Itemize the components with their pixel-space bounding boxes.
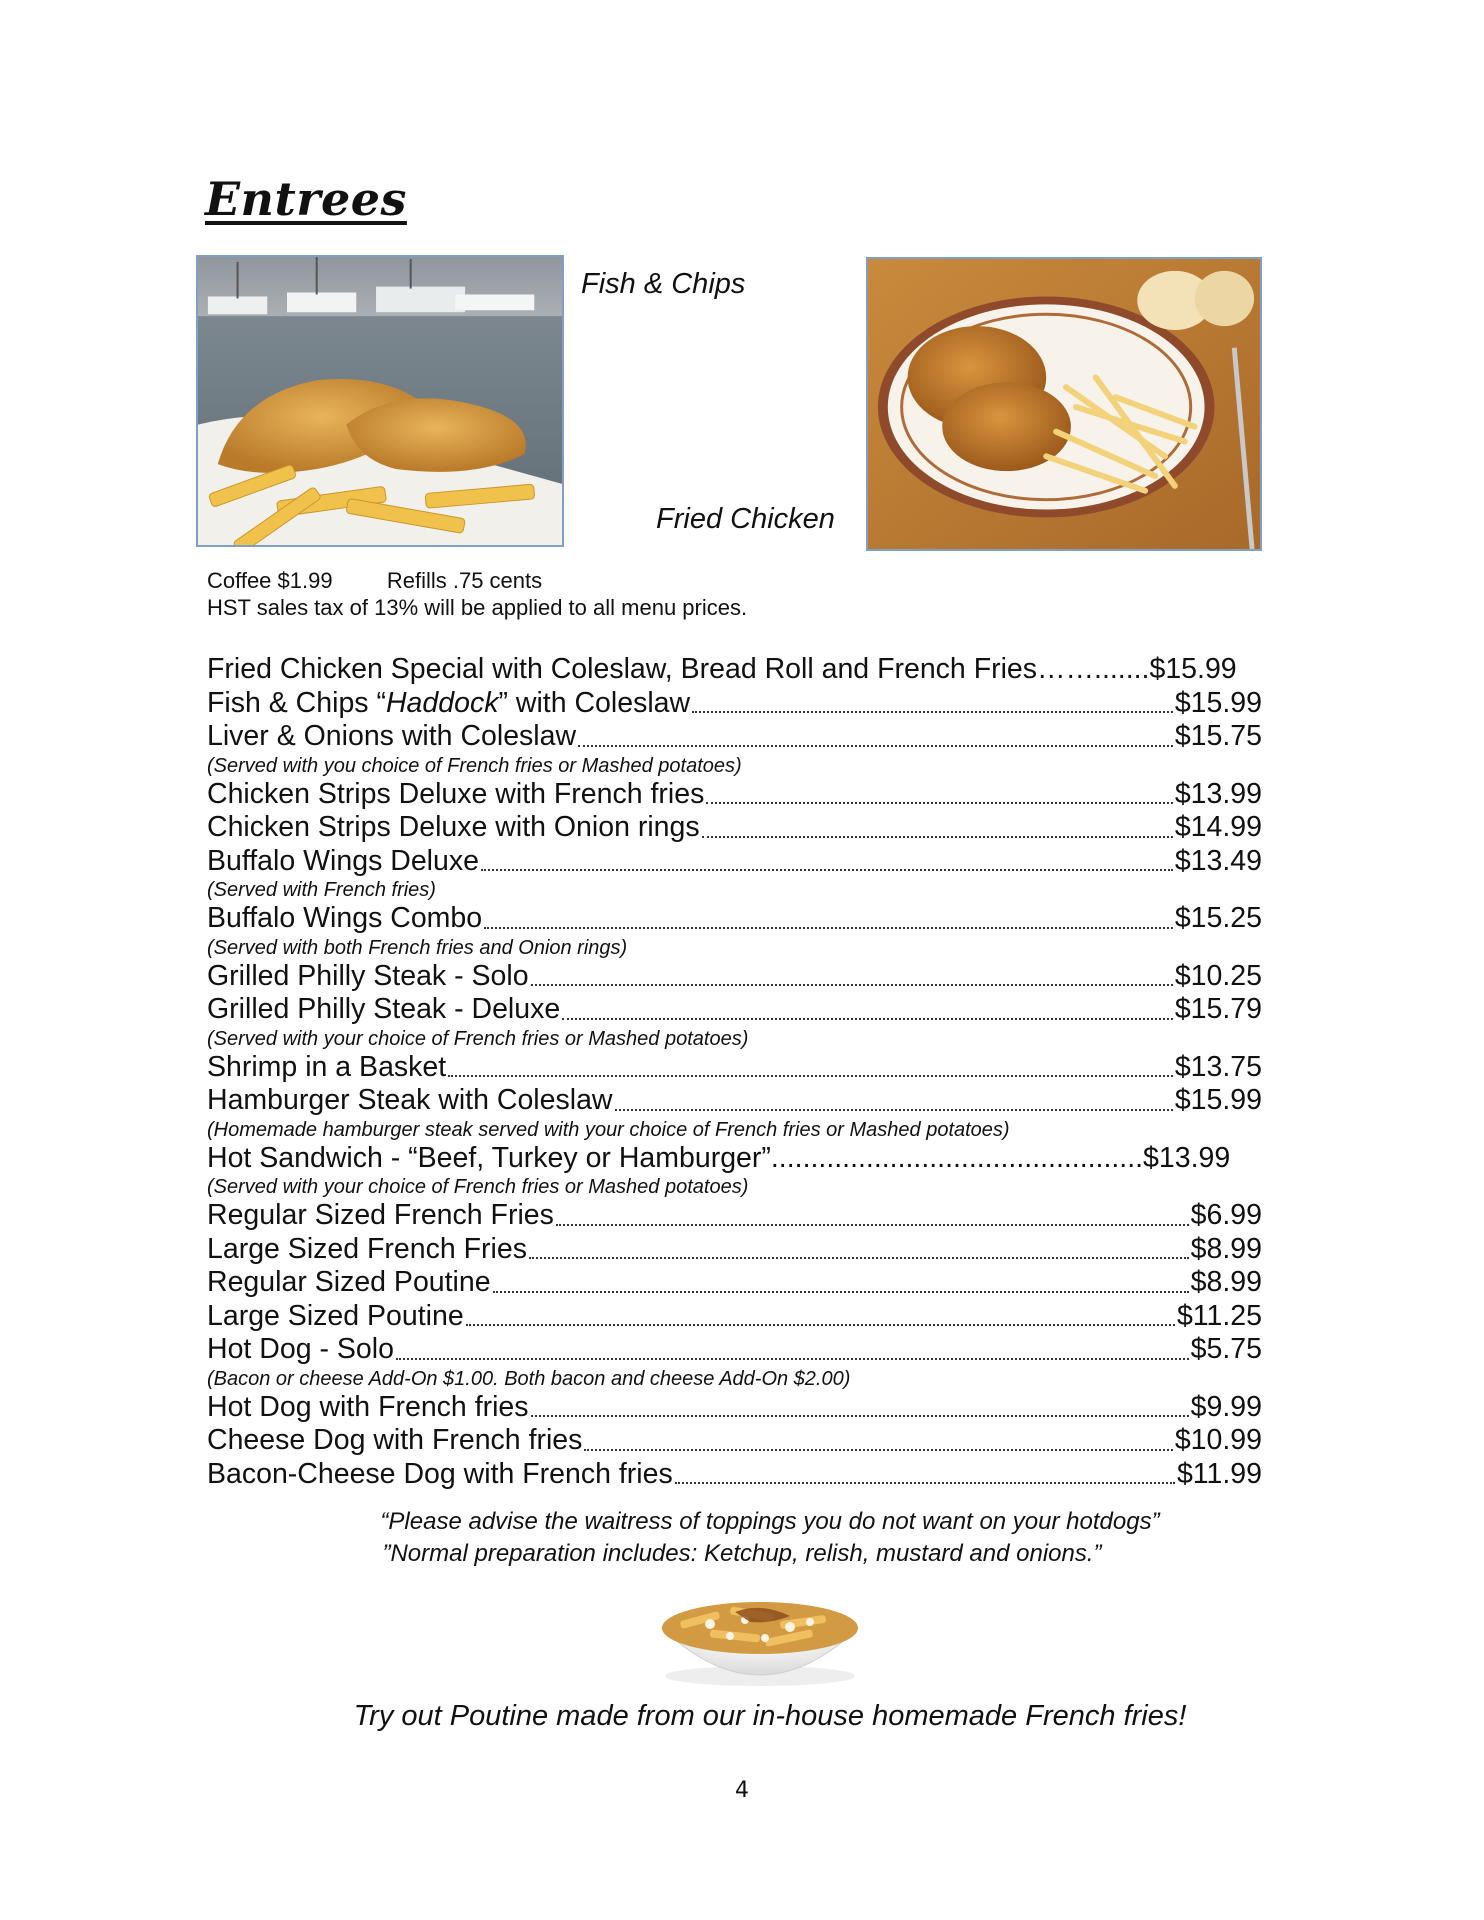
menu-item <box>207 1391 1262 1425</box>
menu-item-note: (Served with French fries) <box>207 879 436 901</box>
menu-item-price: $13.49 <box>1174 844 1262 877</box>
menu-item <box>207 811 1262 845</box>
menu-item <box>207 1333 1262 1367</box>
menu-item-name: Grilled Philly Steak - Solo <box>207 959 529 992</box>
menu-item-name: Large Sized Poutine <box>207 1299 464 1332</box>
menu-item-price: $13.75 <box>1174 1050 1262 1083</box>
menu-item-leader: ……....... <box>1037 653 1150 685</box>
menu-item-note: (Bacon or cheese Add-On $1.00. Both bacon and cheese Add-On $2.00) <box>207 1367 851 1390</box>
tax-note: HST sales tax of 13% will be applied to all menu prices. <box>207 595 748 620</box>
fried-chicken-caption: Fried Chicken <box>656 503 835 535</box>
menu-item-name: Fried Chicken Special with Coleslaw, Bread Roll and French Fries <box>207 653 1038 685</box>
menu-item <box>207 1142 1262 1176</box>
menu-item-price: $15.99 <box>1174 686 1262 719</box>
dotted-leader <box>706 802 1172 804</box>
menu-item-note: (Homemade hamburger steak served with your choice of French fries or Mashed potatoes) <box>207 1118 1010 1141</box>
page-title: Entrees <box>205 172 407 226</box>
dotted-leader <box>493 1291 1189 1293</box>
menu-item-price: $15.25 <box>1174 902 1262 934</box>
dotted-leader <box>484 927 1173 929</box>
menu-item-price: $15.79 <box>1174 993 1262 1025</box>
dotted-leader <box>529 1257 1189 1259</box>
menu-item-note: (Served with both French fries and Onion rings) <box>207 936 628 959</box>
menu-item-price: $15.75 <box>1174 720 1262 752</box>
menu-item <box>207 1266 1262 1300</box>
menu-item-price: $15.99 <box>1174 1084 1262 1116</box>
menu-item <box>207 902 1262 936</box>
menu-item <box>207 960 1262 994</box>
fried-chicken-photo <box>866 257 1262 551</box>
menu-item-name: Bacon-Cheese Dog with French fries <box>207 1457 673 1490</box>
dotted-leader <box>556 1224 1189 1226</box>
menu-item-name: Hamburger Steak with Coleslaw <box>207 1084 613 1116</box>
menu-item-note: (Served with you choice of French fries or Mashed potatoes) <box>207 754 742 777</box>
menu-item-price: $13.99 <box>1143 1141 1231 1174</box>
poutine-promo: Try out Poutine made from our in-house homemade French fries! <box>353 1700 1187 1732</box>
dotted-leader <box>615 1109 1173 1111</box>
menu-item-name: Shrimp in a Basket <box>207 1050 447 1083</box>
dotted-leader <box>584 1449 1172 1451</box>
dotted-leader <box>466 1324 1175 1326</box>
hotdog-preparation-note: ”Normal preparation includes: Ketchup, relish, mustard and onions.” <box>382 1540 1102 1567</box>
fish-and-chips-photo <box>196 255 564 547</box>
page-number: 4 <box>735 1778 749 1803</box>
coffee-price: Coffee $1.99 <box>207 568 333 593</box>
menu-item-name: Liver & Onions with Coleslaw <box>207 720 577 752</box>
menu-item-name-part: ” with Coleslaw <box>498 686 691 719</box>
fish-and-chips-caption: Fish & Chips <box>581 268 746 300</box>
menu-item-name: Buffalo Wings Deluxe <box>207 844 479 877</box>
menu-item-note: (Served with your choice of French fries or Mashed potatoes) <box>207 1176 749 1198</box>
dotted-leader <box>396 1358 1189 1360</box>
menu-item-name: Regular Sized Poutine <box>207 1266 491 1298</box>
menu-item-name: Buffalo Wings Combo <box>207 902 483 934</box>
menu-item-name: Cheese Dog with French fries <box>207 1424 583 1456</box>
menu-item <box>207 1300 1262 1334</box>
menu-item-name: Chicken Strips Deluxe with Onion rings <box>207 811 700 843</box>
menu-item-price: $8.99 <box>1190 1232 1262 1265</box>
menu-item-price: $11.99 <box>1176 1457 1262 1490</box>
menu-item <box>207 687 1262 721</box>
dotted-leader <box>562 1018 1173 1020</box>
hotdog-toppings-note: “Please advise the waitress of toppings you do not want on your hotdogs” <box>380 1508 1160 1535</box>
menu-item-name: Chicken Strips Deluxe with French fries <box>207 777 705 810</box>
dotted-leader <box>702 836 1173 838</box>
menu-item-name-part: Haddock <box>385 686 499 719</box>
menu-item-name: Large Sized French Fries <box>207 1232 527 1265</box>
menu-item-price: $11.25 <box>1176 1299 1262 1332</box>
menu-item-name: Hot Dog - Solo <box>207 1333 394 1365</box>
menu-item-name: Grilled Philly Steak - Deluxe <box>207 993 561 1025</box>
menu-item-price: $10.99 <box>1174 1424 1262 1456</box>
dotted-leader <box>448 1075 1173 1077</box>
dotted-leader <box>531 984 1173 986</box>
menu-item-name <box>207 687 690 721</box>
menu-item-price: $13.99 <box>1174 777 1262 810</box>
menu-item-price: $6.99 <box>1190 1199 1262 1231</box>
dotted-leader <box>481 869 1173 871</box>
menu-item <box>207 653 1262 687</box>
menu-item <box>207 1051 1262 1085</box>
dotted-leader <box>531 1415 1189 1417</box>
menu-item <box>207 1199 1262 1233</box>
menu-item-name: Regular Sized French Fries <box>207 1199 554 1231</box>
menu-item-name: Hot Dog with French fries <box>207 1390 529 1423</box>
coffee-note <box>207 568 542 594</box>
menu-item <box>207 1084 1262 1118</box>
entrees-menu-list <box>207 653 1262 1491</box>
menu-item-price: $5.75 <box>1190 1333 1262 1365</box>
menu-item <box>207 1458 1262 1492</box>
menu-item <box>207 1233 1262 1267</box>
menu-item-name: Hot Sandwich - “Beef, Turkey or Hamburger” <box>207 1141 771 1174</box>
menu-item-leader: ............................................... <box>770 1141 1144 1174</box>
menu-item <box>207 845 1262 879</box>
dotted-leader <box>692 711 1173 713</box>
menu-item-price: $15.99 <box>1149 653 1237 685</box>
menu-item-price: $9.99 <box>1190 1390 1262 1423</box>
menu-item <box>207 993 1262 1027</box>
menu-item <box>207 720 1262 754</box>
dotted-leader <box>675 1482 1175 1484</box>
refills-price: Refills .75 cents <box>386 568 543 593</box>
menu-item <box>207 778 1262 812</box>
menu-item-name-part: Fish & Chips “ <box>207 686 386 719</box>
menu-item <box>207 1424 1262 1458</box>
menu-item-price: $10.25 <box>1174 959 1262 992</box>
menu-item-price: $8.99 <box>1190 1266 1262 1298</box>
menu-item-note: (Served with your choice of French fries or Mashed potatoes) <box>207 1027 749 1050</box>
menu-item-price: $14.99 <box>1174 811 1262 843</box>
dotted-leader <box>578 745 1173 747</box>
poutine-photo <box>640 1572 880 1692</box>
